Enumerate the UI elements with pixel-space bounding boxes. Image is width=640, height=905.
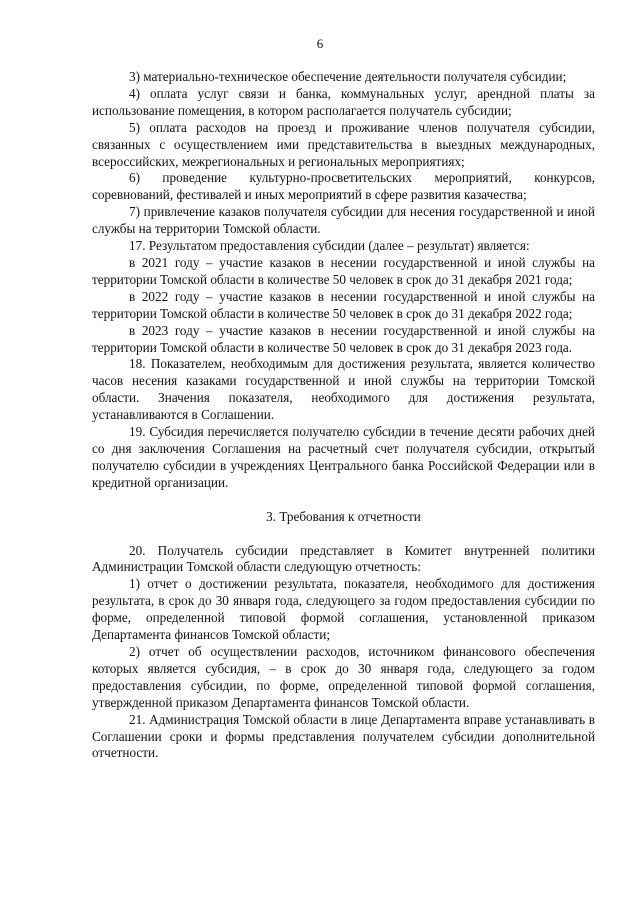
paragraph-20-item-1: 1) отчет о достижении результата, показателя, необходимого для достижения результата, в срок до 30 января года, следующего за годом предоставления субсидии по форме, определенной типовой формой соглашения, установленной приказом Департамента финансов Томской области; [92, 576, 595, 643]
paragraph-item-6: 6) проведение культурно-просветительских мероприятий, конкурсов, соревнований, фестивалей и иных мероприятий в сфере развития казачества; [92, 170, 595, 203]
document-body [92, 69, 595, 762]
paragraph-18: 18. Показателем, необходимым для достижения результата, является количество часов несения казаками государственной и иной службы на территории Томской области. Значения показателя, необходимого для достижения результата, устанавливаются в Соглашении. [92, 356, 595, 423]
paragraph-17-2023: в 2023 году – участие казаков в несении государственной и иной службы на территории Томской области в количестве 50 человек в срок до 31 декабря 2023 года. [92, 322, 595, 355]
paragraph-19: 19. Субсидия перечисляется получателю субсидии в течение десяти рабочих дней со дня заключения Соглашения на расчетный счет получателя субсидии, открытый получателю субсидии в учреждениях Центрального банка Российской Федерации или в кредитной организации. [92, 424, 595, 490]
paragraph-20: 20. Получатель субсидии представляет в Комитет внутренней политики Администрации Томской области следующую отчетность: [92, 542, 595, 575]
page-number: 6 [316, 36, 324, 51]
paragraph-item-3: 3) материально-техническое обеспечение деятельности получателя субсидии; [129, 69, 567, 84]
paragraph-17-2022: в 2022 году – участие казаков в несении государственной и иной службы на территории Томской области в количестве 50 человек в срок до 31 декабря 2022 года; [92, 288, 595, 321]
paragraph-17-2021: в 2021 году – участие казаков в несении государственной и иной службы на территории Томской области в количестве 50 человек в срок до 31 декабря 2021 года; [92, 254, 595, 287]
paragraph-17: 17. Результатом предоставления субсидии (далее – результат) является: [129, 238, 530, 254]
paragraph-item-5: 5) оплата расходов на проезд и проживание членов получателя субсидии, связанных с осуществлением ими представительства в выездных международных, всероссийских, межрегиональных и региональных мероприятиях; [92, 119, 595, 169]
paragraph-20-item-2: 2) отчет об осуществлении расходов, источником финансового обеспечения которых является субсидия, – в срок до 30 января года, следующего за годом предоставления субсидии, по форме, определенной типовой формой соглашения, утвержденной приказом Департамента финансов Томской области. [92, 644, 595, 710]
section-heading: 3. Требования к отчетности [266, 508, 421, 524]
paragraph-item-4: 4) оплата услуг связи и банка, коммунальных услуг, арендной платы за использование помещения, в котором располагается получатель субсидии; [92, 85, 595, 118]
paragraph-21: 21. Администрация Томской области в лице Департамента вправе устанавливать в Соглашении сроки и формы представления получателем субсидии дополнительной отчетности. [92, 711, 595, 761]
paragraph-item-7: 7) привлечение казаков получателя субсидии для несения государственной и иной службы на территории Томской области. [92, 204, 595, 237]
